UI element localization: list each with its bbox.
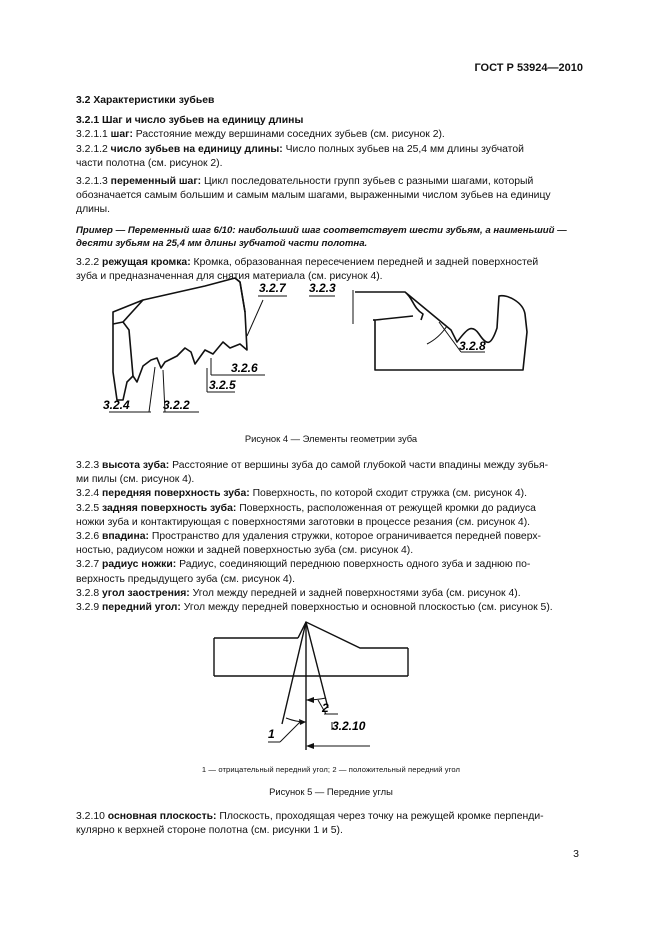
clause-text: Угол между передней и задней поверхностями зуба (см. рисунок 4). <box>192 587 521 599</box>
clause-3-2-1-3 <box>76 175 586 189</box>
clause-term: радиус ножки: <box>102 559 177 571</box>
clause-3-2-5 <box>76 502 586 516</box>
section-title: Шаг и число зубьев на единицу длины <box>102 115 304 127</box>
label-1: 1 <box>268 727 275 741</box>
clause-number: 3.2.8 <box>76 587 100 599</box>
clause-text-cont: обозначается самым большим и самым малым шагами, выраженными числом зубьев на единицу <box>76 190 551 202</box>
figure-5-caption: Рисунок 5 — Передние углы <box>269 786 393 797</box>
section-3-2-1 <box>76 114 586 128</box>
label-3-2-3: 3.2.3 <box>309 281 336 295</box>
clause-text-cont: ностью, радиусом ножки и задней поверхностью зуба (см. рисунок 4). <box>76 545 414 557</box>
clause-number: 3.2.1.1 <box>76 129 108 141</box>
example-line: Пример — Переменный шаг 6/10: наибольший шаг соответствует шести зубьям, а наименьший — <box>76 224 567 236</box>
clause-text-line: Расстояние от вершины зуба до самой глубокой части впадины между зубья- <box>172 460 549 471</box>
page-number: 3 <box>573 848 579 860</box>
figure-4-tooth-geometry <box>95 272 545 422</box>
page-content <box>76 90 586 284</box>
label-3-2-5: 3.2.5 <box>209 378 236 392</box>
clause-text-cont: верхность предыдущего зуба (см. рисунок 4). <box>76 573 295 585</box>
clause-text-line: Число полных зубьев на 25,4 мм длины зубчатой <box>285 143 524 155</box>
clause-number: 3.2.9 <box>76 602 100 614</box>
clause-text: Угол между передней поверхностью и основной плоскостью (см. рисунок 5). <box>183 602 553 614</box>
clause-term: впадина: <box>102 531 149 543</box>
clause-number: 3.2.1.3 <box>76 176 108 188</box>
clause-3-2-7 <box>76 558 586 572</box>
clause-text-line: Цикл последовательности групп зубьев с разными шагами, который <box>204 176 534 188</box>
figure-5-rake-angles <box>210 618 410 752</box>
clause-3-2-9 <box>76 601 586 615</box>
clause-term: задняя поверхность зуба: <box>102 502 237 514</box>
section-number: 3.2.1 <box>76 115 100 127</box>
label-2: 2 <box>322 701 329 715</box>
clause-text-line: Поверхность, расположенная от режущей кромки до радиуса <box>239 502 536 514</box>
clause-3-2-1-2 <box>76 143 586 157</box>
clause-term: передний угол: <box>102 602 181 614</box>
clause-number: 3.2.3 <box>76 460 100 471</box>
clause-3-2-6 <box>76 530 586 544</box>
clause-text: Поверхность, по которой сходит стружка (см. рисунок 4). <box>252 488 527 500</box>
clause-text-cont: длины. <box>76 204 111 216</box>
figure-4-caption: Рисунок 4 — Элементы геометрии зуба <box>244 433 418 444</box>
clause-term: передняя поверхность зуба: <box>102 488 250 500</box>
section-number: 3.2 <box>76 95 91 106</box>
clause-text-line: Радиус, соединяющий переднюю поверхность одного зуба и заднюю по- <box>179 559 531 571</box>
clause-3-2-2 <box>76 256 586 270</box>
clause-term: переменный шаг: <box>110 176 202 188</box>
clause-3-2-4 <box>76 487 586 501</box>
standard-header: ГОСТ Р 53924—2010 <box>474 62 583 74</box>
section-3-2 <box>76 94 586 108</box>
label-3-2-4: 3.2.4 <box>103 398 130 412</box>
clause-3-2-8 <box>76 587 586 601</box>
clause-term: число зубьев на единицу длины: <box>110 143 283 155</box>
label-3-2-2: 3.2.2 <box>163 398 190 412</box>
clause-text-line: Пространство для удаления стружки, которое ограничивается передней поверх- <box>151 531 542 543</box>
clause-number: 3.2.10 <box>76 811 105 822</box>
clause-term: угол заострения: <box>102 587 190 599</box>
clause-number: 3.2.2 <box>76 256 100 268</box>
clause-text-cont: части полотна (см. рисунок 2). <box>76 157 223 169</box>
clause-text: Расстояние между вершинами соседних зубьев (см. рисунок 2). <box>135 129 445 141</box>
label-3-2-7: 3.2.7 <box>259 281 286 295</box>
clause-3-2-1-1 <box>76 128 586 142</box>
clause-text-cont: ми пилы (см. рисунок 4). <box>76 474 195 486</box>
clause-term: основная плоскость: <box>107 811 217 822</box>
clause-3-2-3 <box>76 459 586 473</box>
clause-text-line: Кромка, образованная пересечением передней и задней поверхностей <box>193 256 539 268</box>
section-title: Характеристики зубьев <box>93 95 215 106</box>
clause-term: высота зуба: <box>102 460 170 471</box>
clause-number: 3.2.4 <box>76 488 100 500</box>
clause-text-line: Плоскость, проходящая через точку на режущей кромке перпенди- <box>219 811 544 822</box>
clause-text-cont: зуба и предназначенная для снятия материала (см. рисунок 4). <box>76 270 383 282</box>
clause-number: 3.2.6 <box>76 531 100 543</box>
label-3-2-6: 3.2.6 <box>231 361 258 375</box>
page-content-2 <box>76 459 586 615</box>
tooth-profile <box>355 292 527 370</box>
label-3-2-10: 3.2.10 <box>332 719 366 733</box>
clause-3-2-10 <box>76 810 586 824</box>
page-content-3 <box>76 810 586 838</box>
clause-number: 3.2.1.2 <box>76 143 108 155</box>
clause-number: 3.2.5 <box>76 502 100 514</box>
clause-term: режущая кромка: <box>102 256 191 268</box>
clause-text-cont: ножки зуба и контактирующая с поверхностями заготовки в процессе резания (см. рисунок 4). <box>76 516 531 528</box>
label-3-2-8: 3.2.8 <box>459 339 486 353</box>
clause-number: 3.2.7 <box>76 559 100 571</box>
clause-term: шаг: <box>110 129 133 141</box>
figure-5-note: 1 — отрицательный передний угол; 2 — положительный передний угол <box>201 765 461 774</box>
clause-text-cont: кулярно к верхней стороне полотна (см. рисунки 1 и 5). <box>76 825 343 837</box>
example-line: десяти зубьям на 25,4 мм длины зубчатой части полотна. <box>76 237 368 249</box>
